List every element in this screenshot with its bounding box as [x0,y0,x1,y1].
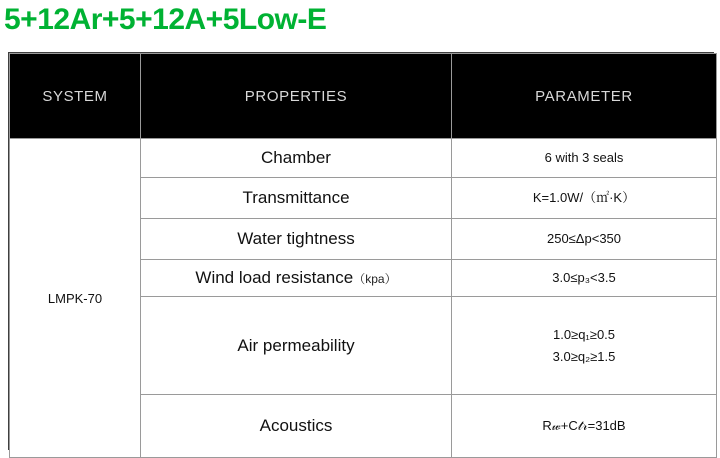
parameter-line: 3.0≥q₂≥1.5 [552,348,616,364]
parameter-line: K=1.0W/（㎡·K） [532,190,636,205]
parameter-cell-chamber [452,139,717,178]
parameter-cell-transmittance [452,178,717,219]
property-unit: （kpa） [353,272,397,286]
property-cell-wind-load-resistance [141,260,452,297]
parameter-cell-air-permeability [452,297,717,395]
page-title: 5+12Ar+5+12A+5Low-E [4,3,327,36]
property-label: Wind load resistance [195,268,354,287]
property-cell-chamber: Chamber [141,139,452,178]
parameter-cell-wind-load-resistance [452,260,717,297]
column-header-parameter: PARAMETER [452,54,717,139]
specification-table [9,53,717,458]
property-cell-water-tightness: Water tightness [141,219,452,260]
parameter-cell-acoustics [452,395,717,458]
table-header [10,54,717,139]
system-name-cell: LMPK-70 [10,139,141,458]
table-row [10,139,717,178]
parameter-line: 3.0≤p₃<3.5 [552,270,616,285]
table-header-row [10,54,717,139]
column-header-system: SYSTEM [10,54,141,139]
parameter-line: R𝓌+C𝓉𝓇=31dB [542,418,626,433]
parameter-line: 1.0≥q₁≥0.5 [552,326,616,342]
table-body [10,139,717,458]
property-cell-transmittance: Transmittance [141,178,452,219]
specification-table-container [8,52,714,450]
parameter-cell-water-tightness [452,219,717,260]
parameter-line: 6 with 3 seals [544,150,624,165]
property-cell-acoustics: Acoustics [141,395,452,458]
property-cell-air-permeability: Air permeability [141,297,452,395]
parameter-line: 250≤Δp<350 [546,231,622,246]
column-header-properties: PROPERTIES [141,54,452,139]
